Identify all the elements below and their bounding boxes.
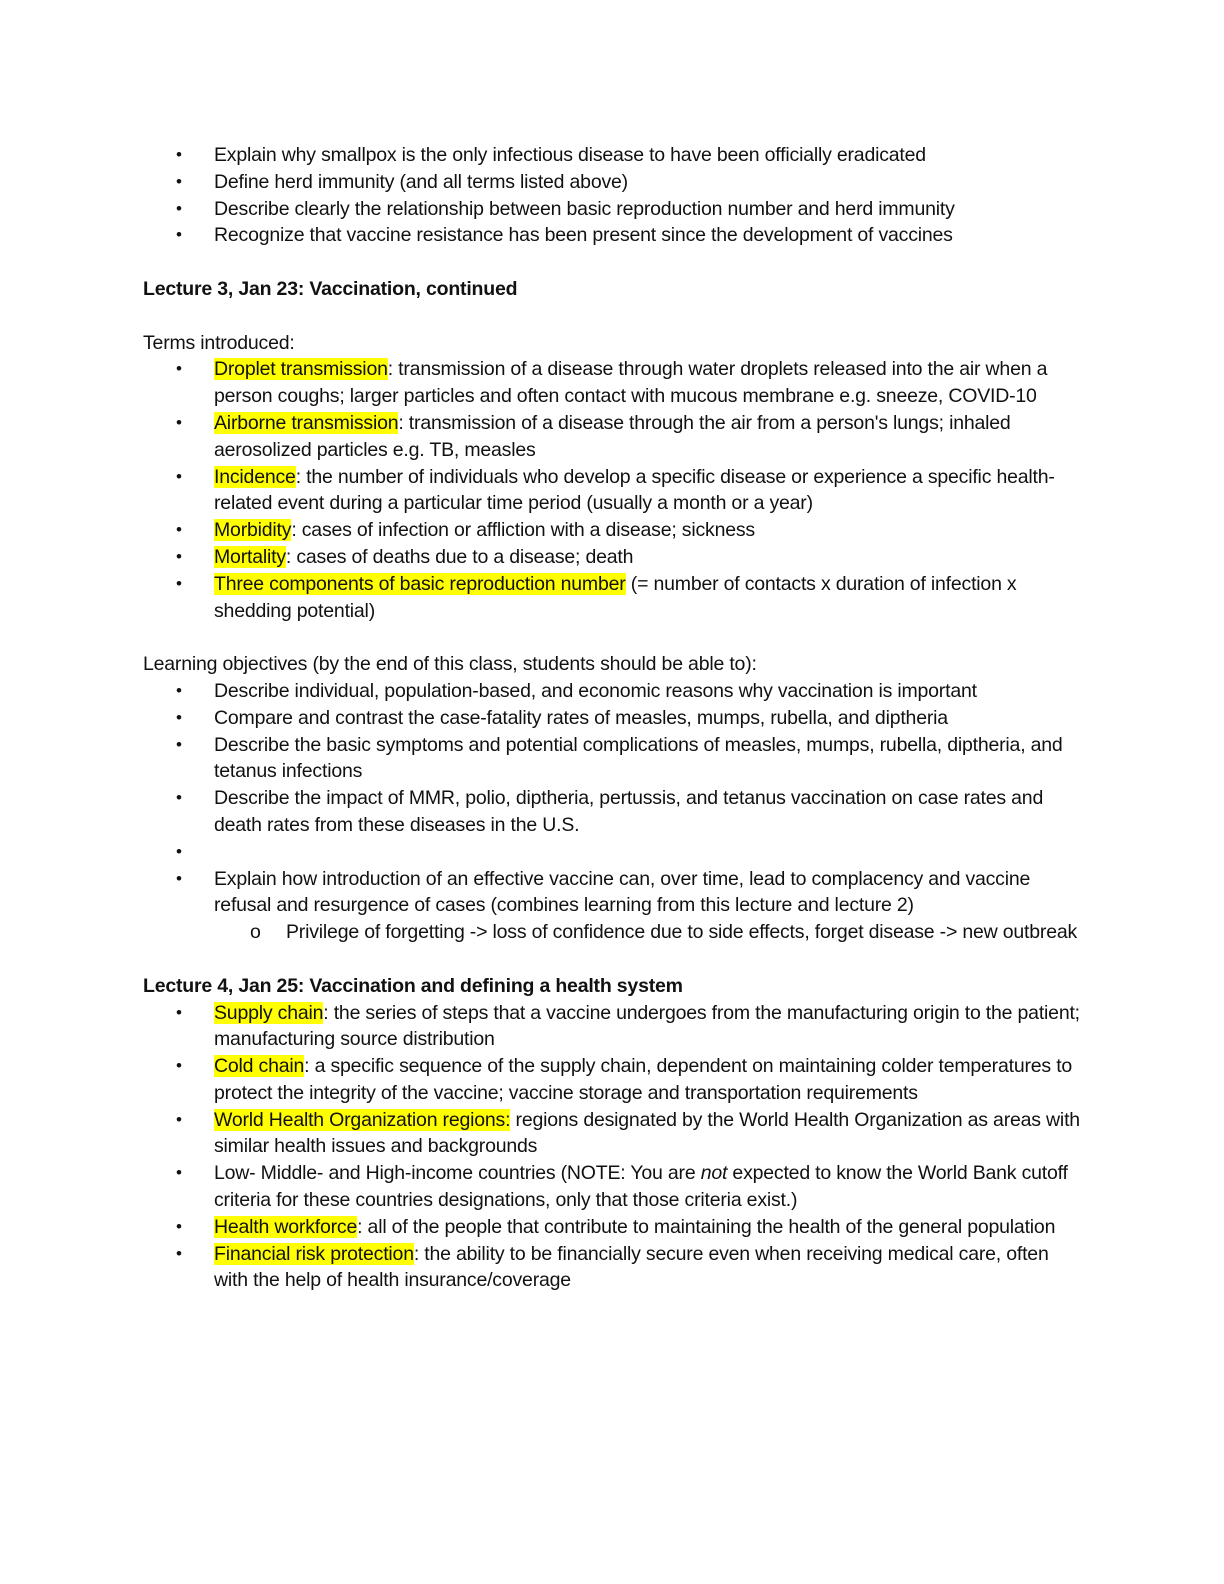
bullet-icon: • xyxy=(176,198,182,218)
bullet-icon: • xyxy=(176,573,182,593)
bullet-icon: • xyxy=(176,1243,182,1263)
objectives-list-top xyxy=(143,142,1083,249)
bullet-icon: • xyxy=(176,1056,182,1076)
bullet-icon: • xyxy=(176,788,182,808)
bullet-icon: • xyxy=(176,841,182,861)
term-item: • Financial risk protection: the ability to be financially secure even when receiving medical care, often with the help of health insurance/coverage xyxy=(176,1242,1049,1292)
objective-item: • Describe the impact of MMR, polio, diptheria, pertussis, and tetanus vaccination on case rates and death rates from these diseases in the U.S. xyxy=(176,787,1044,836)
lecture-3-terms-list xyxy=(143,356,1083,624)
term-item: • Mortality: cases of deaths due to a disease; death xyxy=(143,544,1083,571)
bullet-icon: • xyxy=(176,412,182,432)
objective-item: • Describe individual, population-based, and economic reasons why vaccination is important xyxy=(143,678,1083,705)
terms-intro: Terms introduced: xyxy=(143,331,295,354)
bullet-icon: • xyxy=(176,1163,182,1183)
term-item: • Droplet transmission: transmission of a disease through water droplets released into the air when a person coughs; larger particles and often contact with mucous membrane e.g. sneeze, COVID-10 xyxy=(176,358,1048,408)
bullet-icon: • xyxy=(176,707,182,727)
term-highlight: Cold chain xyxy=(214,1055,305,1078)
term-highlight: Financial risk protection xyxy=(214,1242,414,1265)
bullet-icon: • xyxy=(176,868,182,888)
bullet-icon: • xyxy=(176,1216,182,1236)
bullet-icon: • xyxy=(176,1109,182,1129)
objectives-intro: Learning objectives (by the end of this class, students should be able to): xyxy=(143,653,757,676)
document-content xyxy=(143,142,1083,1294)
term-highlight: Morbidity xyxy=(214,519,292,542)
bullet-icon: • xyxy=(176,520,182,540)
sub-bullet-icon: o xyxy=(250,921,261,944)
lecture-4-heading: Lecture 4, Jan 25: Vaccination and defining a health system xyxy=(143,974,683,997)
term-highlight: Supply chain xyxy=(214,1001,324,1024)
term-item: • Health workforce: all of the people that contribute to maintaining the health of the general population xyxy=(143,1214,1083,1241)
bullet-icon: • xyxy=(176,145,182,164)
list-item: • Define herd immunity (and all terms listed above) xyxy=(143,169,1083,196)
term-item: • World Health Organization regions: regions designated by the World Health Organization as areas with similar health issues and backgrounds xyxy=(176,1108,1080,1158)
objective-item: • Explain how introduction of an effective vaccine can, over time, lead to complacency and vaccine refusal and resurgence of cases (combines learning from this lecture and lecture 2) o Privilege of forgetting -> loss of confidence due to side effects, forget disease -> new outbreak xyxy=(143,866,1083,946)
term-highlight: Incidence xyxy=(214,465,296,488)
sub-objective-item: o Privilege of forgetting -> loss of confidence due to side effects, forget disease -> new outbreak xyxy=(214,919,1083,946)
lecture-4-list xyxy=(143,1000,1083,1295)
bullet-icon: • xyxy=(176,359,182,379)
bullet-icon: • xyxy=(176,466,182,486)
term-highlight: Airborne transmission xyxy=(214,411,399,434)
lecture-3-objectives-list xyxy=(143,678,1083,946)
bullet-icon: • xyxy=(176,546,182,566)
term-highlight: Droplet transmission xyxy=(214,358,388,381)
bullet-icon: • xyxy=(176,1002,182,1022)
bullet-icon: • xyxy=(176,225,182,245)
term-item: • Incidence: the number of individuals who develop a specific disease or experience a specific health-related event during a particular time period (usually a month or a year) xyxy=(176,465,1055,515)
bullet-icon: • xyxy=(176,680,182,700)
lecture-3-heading: Lecture 3, Jan 23: Vaccination, continued xyxy=(143,277,518,300)
bullet-icon: • xyxy=(176,171,182,191)
term-item: • Supply chain: the series of steps that a vaccine undergoes from the manufacturing origin to the patient; manufacturing source distribution xyxy=(176,1001,1080,1051)
term-highlight: Three components of basic reproduction number xyxy=(214,572,626,595)
list-item: • Recognize that vaccine resistance has been present since the development of vaccines xyxy=(143,222,1083,249)
bullet-icon: • xyxy=(176,734,182,754)
term-highlight: World Health Organization regions: xyxy=(214,1108,511,1131)
income-countries-item: • Low- Middle- and High-income countries (NOTE: You are not expected to know the World Bank cutoff criteria for these countries designations, only that those criteria exist.) xyxy=(176,1162,1068,1212)
term-item: • Airborne transmission: transmission of a disease through the air from a person's lungs; inhaled aerosolized particles e.g. TB, measles xyxy=(176,411,1011,461)
list-item: • Describe clearly the relationship between basic reproduction number and herd immunity xyxy=(143,196,1083,223)
term-item: • Cold chain: a specific sequence of the supply chain, dependent on maintaining colder temperatures to protect the integrity of the vaccine; vaccine storage and transportation requirements xyxy=(176,1055,1073,1104)
objective-item: • Describe the basic symptoms and potential complications of measles, mumps, rubella, diptheria, and tetanus infections xyxy=(176,733,1063,783)
objective-item-empty xyxy=(143,839,1083,866)
sub-objectives-list xyxy=(214,919,1083,946)
term-highlight: Health workforce xyxy=(214,1215,358,1238)
term-item: • Three components of basic reproduction number (= number of contacts x duration of infection x shedding potential) xyxy=(176,572,1017,622)
term-highlight: Mortality xyxy=(214,545,286,568)
term-item: • Morbidity: cases of infection or affliction with a disease; sickness xyxy=(143,517,1083,544)
objective-item: • Compare and contrast the case-fatality rates of measles, mumps, rubella, and diptheria xyxy=(143,705,1083,732)
list-item: • Explain why smallpox is the only infectious disease to have been officially eradicated xyxy=(143,142,1083,169)
